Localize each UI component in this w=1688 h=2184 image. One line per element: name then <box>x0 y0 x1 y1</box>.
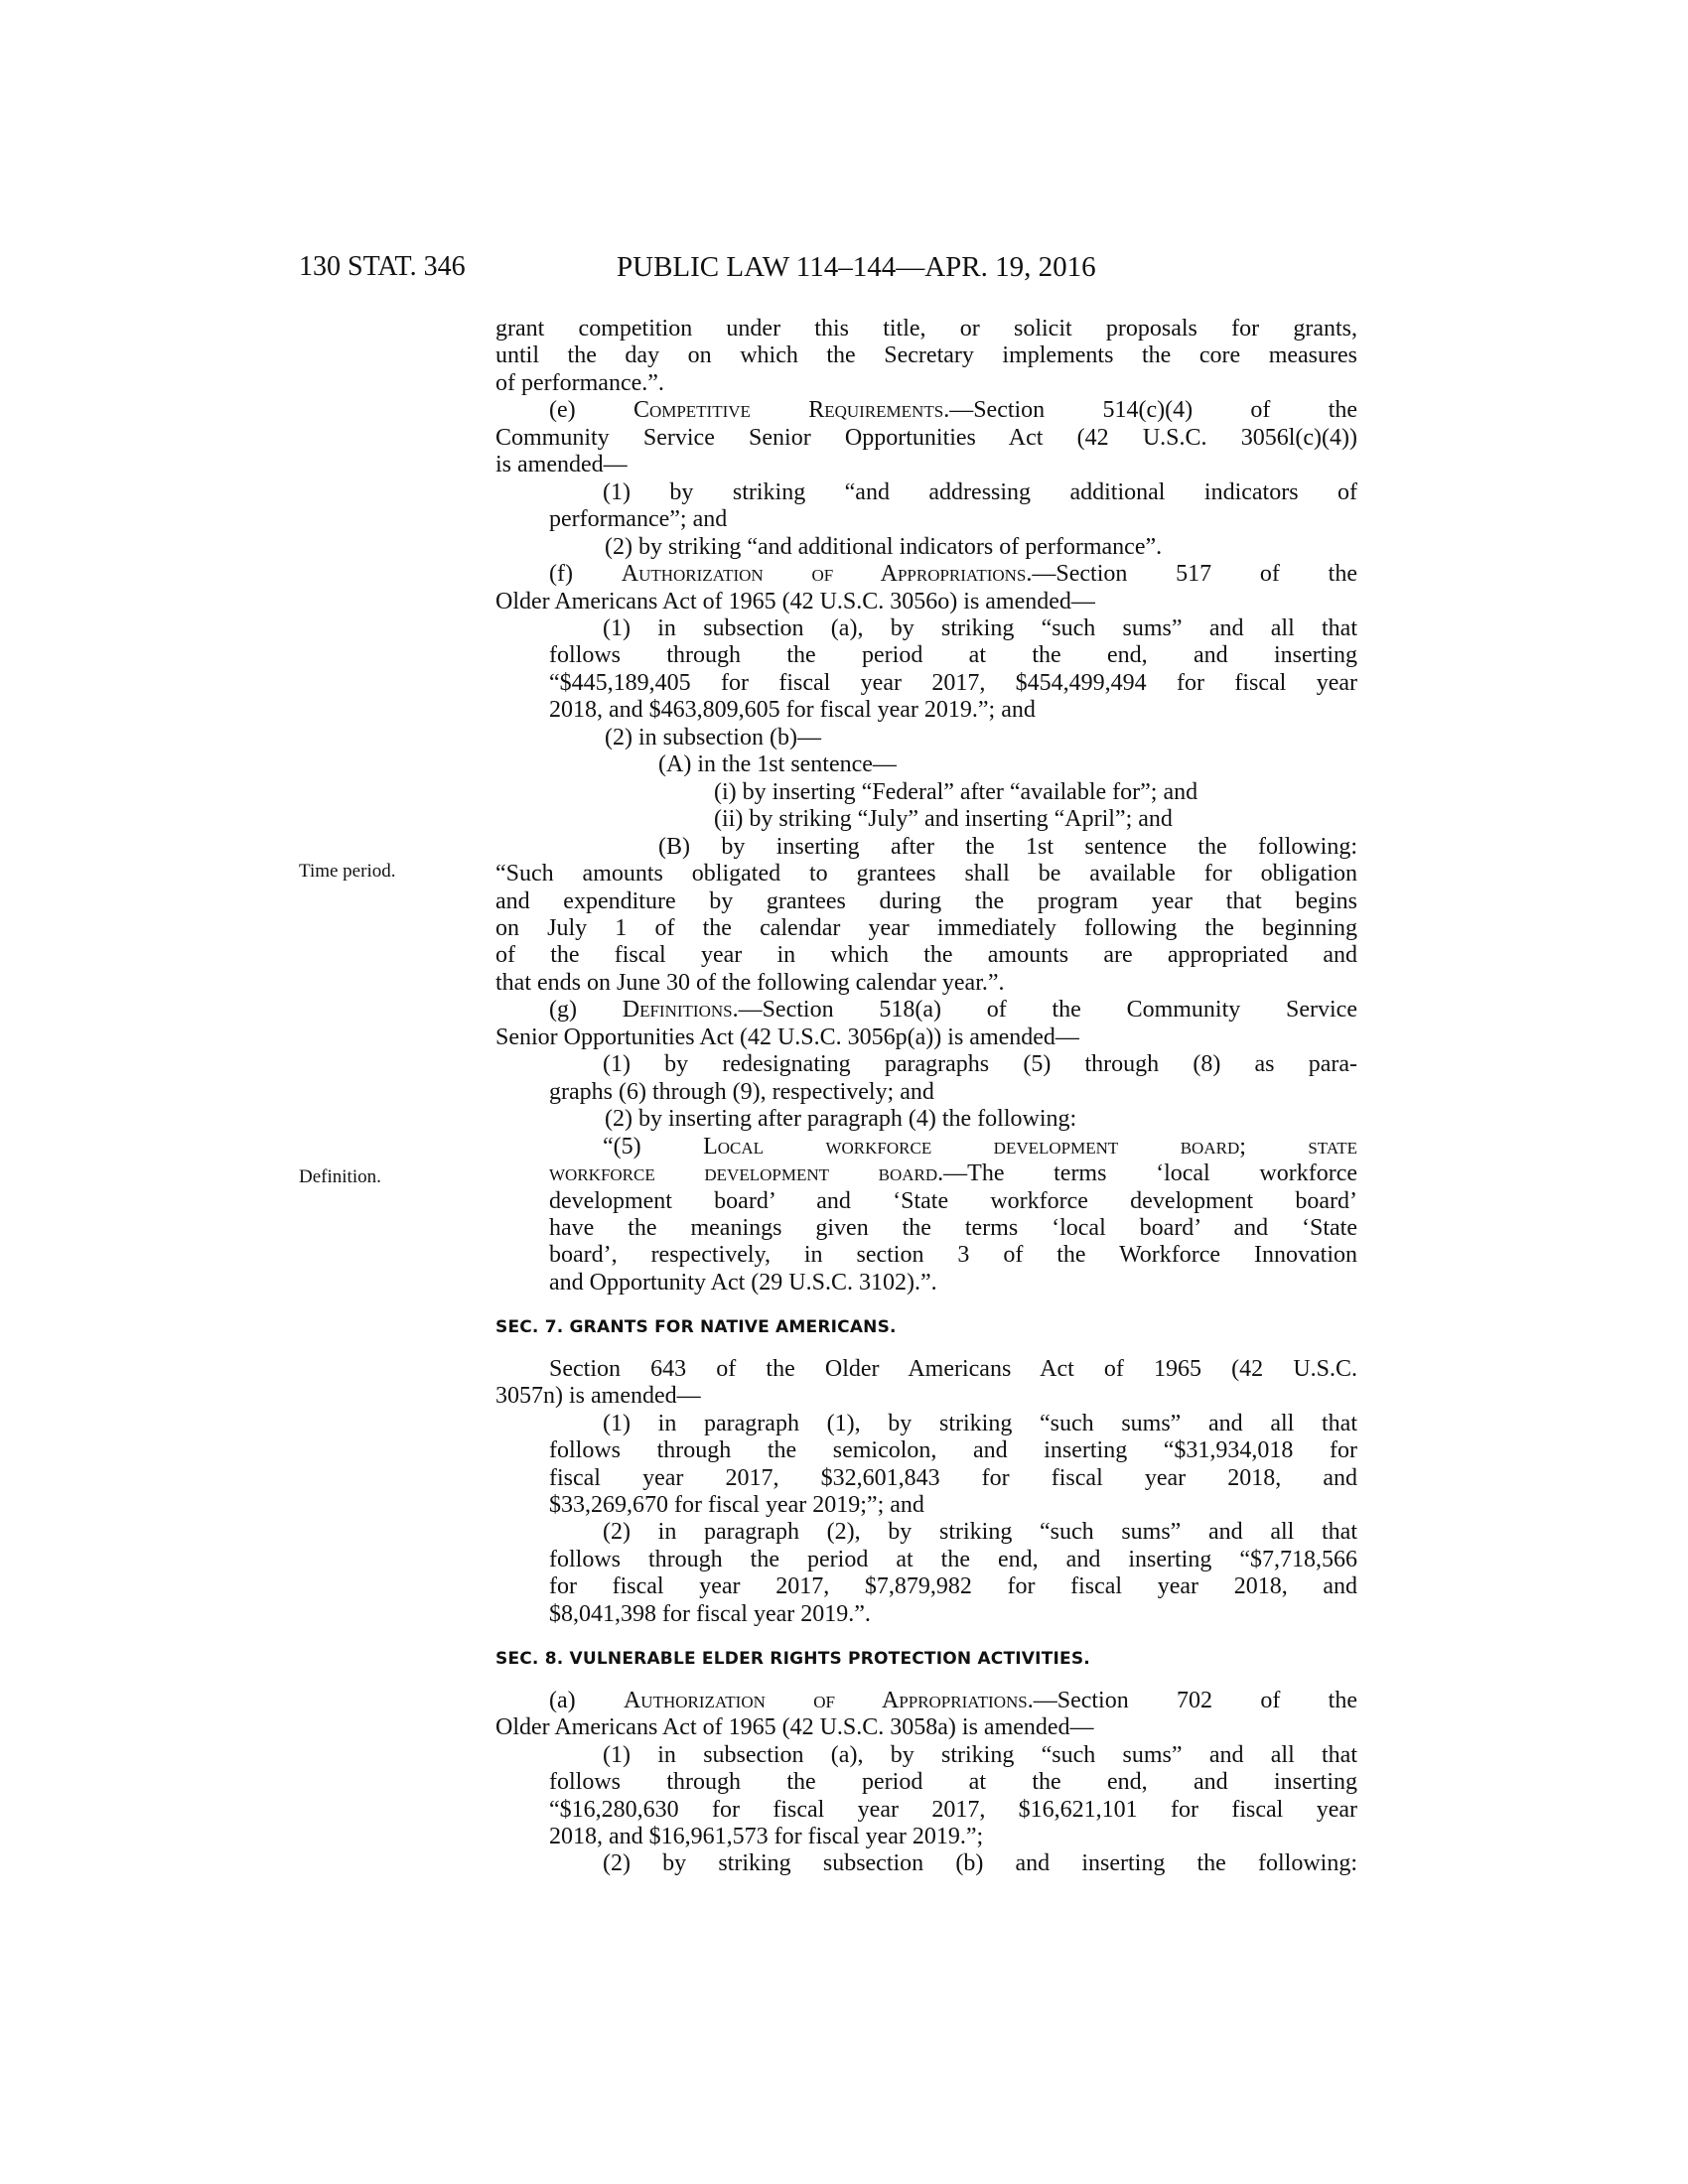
text-line: Older Americans Act of 1965 (42 U.S.C. 3056o) is amended— <box>495 588 1095 614</box>
statute-page-number: 130 STAT. 346 <box>299 251 466 282</box>
text-line: development board’ and ‘State workforce development board’ <box>549 1187 1357 1214</box>
text-line: follows through the period at the end, and inserting “$7,718,566 <box>549 1546 1357 1572</box>
text-line: on July 1 of the calendar year immediately following the beginning <box>495 914 1357 941</box>
margin-note-definition: Definition. <box>299 1166 381 1187</box>
text-line: (1) by redesignating paragraphs (5) through (8) as para- <box>603 1051 1357 1078</box>
text-line: for fiscal year 2017, $7,879,982 for fiscal year 2018, and <box>549 1573 1357 1600</box>
text-line: “Such amounts obligated to grantees shall be available for obligation <box>495 861 1357 887</box>
text-line: of the fiscal year in which the amounts are appropriated and <box>495 942 1357 969</box>
text-line: follows through the semicolon, and inserting “$31,934,018 for <box>549 1437 1357 1464</box>
text-line: that ends on June 30 of the following calendar year.”. <box>495 969 1005 996</box>
text-line: (2) by striking subsection (b) and inserting the following: <box>603 1850 1357 1877</box>
text-line: (2) by striking “and additional indicators of performance”. <box>605 533 1163 560</box>
subsection-f-heading: (f) Authorization of Appropriations.—Section 517 of the <box>549 561 1357 588</box>
text-line: 2018, and $463,809,605 for fiscal year 2019.”; and <box>549 697 1036 724</box>
text-line: have the meanings given the terms ‘local board’ and ‘State <box>549 1214 1357 1241</box>
text-line: $8,041,398 for fiscal year 2019.”. <box>549 1600 871 1627</box>
text-line: is amended— <box>495 452 628 478</box>
subsection-e-heading: (e) Competitive Requirements.—Section 514(c)(4) of the <box>549 397 1358 424</box>
text-line: (1) in subsection (a), by striking “such sums” and all that <box>603 614 1357 641</box>
text-line: performance”; and <box>549 506 728 533</box>
section-8-heading: SEC. 8. VULNERABLE ELDER RIGHTS PROTECTION ACTIVITIES. <box>495 1649 1090 1670</box>
text-line: follows through the period at the end, and inserting <box>549 1769 1357 1796</box>
text-line: (B) by inserting after the 1st sentence the following: <box>658 833 1357 860</box>
text-line: “$445,189,405 for fiscal year 2017, $454,499,494 for fiscal year <box>549 669 1357 696</box>
text-line: workforce development board.—The terms ‘local workforce <box>549 1160 1357 1187</box>
text-line: Senior Opportunities Act (42 U.S.C. 3056p(a)) is amended— <box>495 1024 1079 1050</box>
text-line: “$16,280,630 for fiscal year 2017, $16,621,101 for fiscal year <box>549 1796 1357 1823</box>
page-header <box>0 251 1688 291</box>
public-law-title: PUBLIC LAW 114–144—APR. 19, 2016 <box>617 251 1096 283</box>
text-line: (2) in subsection (b)— <box>605 724 821 751</box>
text-line: (ii) by striking “July” and inserting “April”; and <box>714 806 1173 833</box>
text-line: (2) in paragraph (2), by striking “such sums” and all that <box>603 1519 1357 1546</box>
document-body <box>495 316 1357 1878</box>
text-line: board’, respectively, in section 3 of the Workforce Innovation <box>549 1242 1357 1269</box>
margin-note-time-period: Time period. <box>299 861 396 882</box>
text-line: (2) by inserting after paragraph (4) the following: <box>605 1106 1077 1133</box>
text-line: follows through the period at the end, and inserting <box>549 642 1357 669</box>
text-line: and Opportunity Act (29 U.S.C. 3102).”. <box>549 1269 937 1296</box>
text-line: grant competition under this title, or solicit proposals for grants, <box>495 316 1357 341</box>
definition-heading: “(5) Local workforce development board; state <box>603 1133 1357 1160</box>
text-line: (1) by striking “and addressing additional indicators of <box>603 478 1357 505</box>
text-line: Section 643 of the Older Americans Act of 1965 (42 U.S.C. <box>549 1355 1357 1382</box>
section-7-heading: SEC. 7. GRANTS FOR NATIVE AMERICANS. <box>495 1317 897 1338</box>
text-line: Community Service Senior Opportunities Act (42 U.S.C. 3056l(c)(4)) <box>495 424 1357 451</box>
text-line: (i) by inserting “Federal” after “available for”; and <box>714 778 1198 805</box>
text-line: (1) in paragraph (1), by striking “such sums” and all that <box>603 1410 1357 1436</box>
text-line: 2018, and $16,961,573 for fiscal year 2019.”; <box>549 1824 984 1850</box>
text-line: and expenditure by grantees during the program year that begins <box>495 887 1357 914</box>
subsection-g-heading: (g) Definitions.—Section 518(a) of the Community Service <box>549 997 1357 1024</box>
subsection-a-heading: (a) Authorization of Appropriations.—Section 702 of the <box>549 1687 1357 1713</box>
text-line: (A) in the 1st sentence— <box>658 751 897 778</box>
text-line: $33,269,670 for fiscal year 2019;”; and <box>549 1492 924 1519</box>
text-line: of performance.”. <box>495 369 664 396</box>
text-line: (1) in subsection (a), by striking “such sums” and all that <box>603 1741 1357 1768</box>
text-line: graphs (6) through (9), respectively; and <box>549 1078 934 1105</box>
text-line: 3057n) is amended— <box>495 1383 701 1410</box>
text-line: Older Americans Act of 1965 (42 U.S.C. 3058a) is amended— <box>495 1714 1094 1741</box>
text-line: until the day on which the Secretary implements the core measures <box>495 342 1357 369</box>
text-line: fiscal year 2017, $32,601,843 for fiscal year 2018, and <box>549 1464 1357 1491</box>
